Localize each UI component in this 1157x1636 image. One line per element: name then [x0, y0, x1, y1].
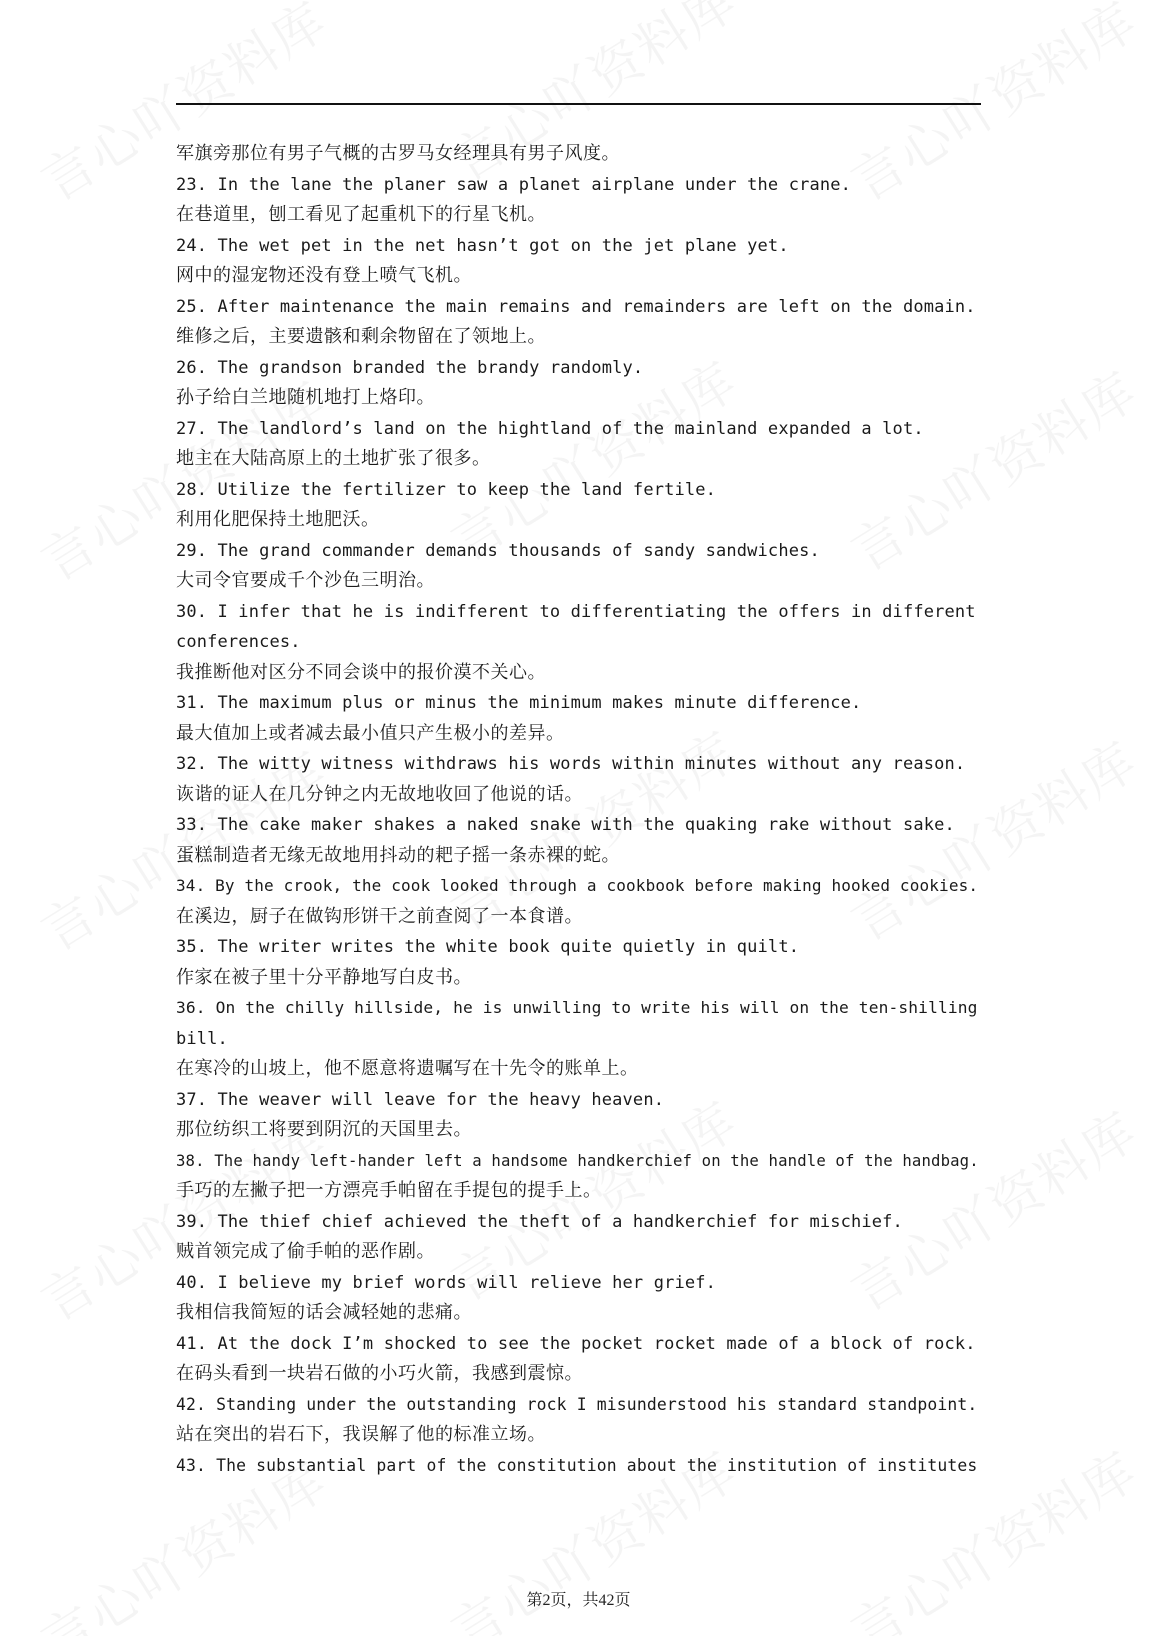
- chinese-translation-line: 在溪边，厨子在做钩形饼干之前查阅了一本食谱。: [176, 905, 583, 927]
- chinese-translation-line: 站在突出的岩石下，我误解了他的标准立场。: [176, 1424, 546, 1445]
- english-sentence-line: 30. I infer that he is indifferent to differentiating the offers in different: [176, 601, 976, 622]
- english-sentence-line: conferences.: [176, 632, 301, 652]
- english-sentence-line: 29. The grand commander demands thousands of sandy sandwiches.: [176, 540, 820, 561]
- chinese-translation-line: 诙谐的证人在几分钟之内无故地收回了他说的话。: [176, 783, 583, 805]
- chinese-translation-line: 作家在被子里十分平静地写白皮书。: [176, 966, 472, 988]
- chinese-translation-line: 地主在大陆高原上的土地扩张了很多。: [176, 448, 491, 469]
- chinese-translation-line: 在寒冷的山坡上，他不愿意将遗嘱写在十先令的账单上。: [176, 1058, 639, 1079]
- english-sentence-line: 40. I believe my brief words will relieve her grief.: [176, 1272, 717, 1293]
- english-sentence-line: 37. The weaver will leave for the heavy heaven.: [176, 1089, 665, 1110]
- chinese-translation-line: 在码头看到一块岩石做的小巧火箭，我感到震惊。: [176, 1363, 583, 1384]
- english-sentence-line: bill.: [176, 1028, 228, 1049]
- chinese-translation-line: 那位纺织工将要到阴沉的天国里去。: [176, 1119, 472, 1140]
- chinese-translation-line: 最大值加上或者减去最小值只产生极小的差异。: [176, 722, 565, 744]
- english-sentence-line: 43. The substantial part of the constitution about the institution of institutes: [176, 1455, 978, 1475]
- chinese-translation-line: 贼首领完成了偷手帕的恶作剧。: [176, 1241, 435, 1262]
- chinese-translation-line: 手巧的左撇子把一方漂亮手帕留在手提包的提手上。: [176, 1180, 602, 1201]
- english-sentence-line: 34. By the crook, the cook looked through a cookbook before making hooked cookies.: [176, 876, 979, 895]
- english-sentence-line: 36. On the chilly hillside, he is unwilling to write his will on the ten-shilling: [176, 998, 978, 1017]
- chinese-translation-line: 大司令官要成千个沙色三明治。: [176, 570, 435, 591]
- english-sentence-line: 31. The maximum plus or minus the minimum makes minute difference.: [176, 693, 862, 713]
- chinese-translation-line: 蛋糕制造者无缘无故地用抖动的耙子摇一条赤裸的蛇。: [176, 844, 620, 866]
- chinese-translation-line: 维修之后，主要遗骸和剩余物留在了领地上。: [176, 326, 546, 347]
- chinese-translation-line: 孙子给白兰地随机地打上烙印。: [176, 387, 435, 408]
- english-sentence-line: 23. In the lane the planer saw a planet airplane under the crane.: [176, 174, 852, 195]
- english-sentence-line: 35. The writer writes the white book quite quietly in quilt.: [176, 937, 800, 957]
- english-sentence-line: 33. The cake maker shakes a naked snake with the quaking rake without sake.: [176, 815, 955, 835]
- english-sentence-line: 26. The grandson branded the brandy randomly.: [176, 357, 644, 378]
- chinese-translation-line: 军旗旁那位有男子气概的古罗马女经理具有男子风度。: [176, 143, 620, 164]
- header-rule: [176, 103, 981, 105]
- english-sentence-line: 32. The witty witness withdraws his words within minutes without any reason.: [176, 754, 966, 774]
- chinese-translation-line: 我相信我简短的话会减轻她的悲痛。: [176, 1302, 472, 1323]
- english-sentence-line: 27. The landlord’s land on the hightland of the mainland expanded a lot.: [176, 418, 924, 439]
- english-sentence-line: 39. The thief chief achieved the theft of a handkerchief for mischief.: [176, 1211, 903, 1232]
- english-sentence-line: 38. The handy left-hander left a handsome handkerchief on the handle of the handbag.: [176, 1150, 979, 1170]
- chinese-translation-line: 利用化肥保持土地肥沃。: [176, 509, 380, 530]
- english-sentence-line: 41. At the dock I’m shocked to see the pocket rocket made of a block of rock.: [176, 1333, 976, 1354]
- page-footer: 第2页，共42页: [526, 1592, 631, 1609]
- english-sentence-line: 25. After maintenance the main remains and remainders are left on the domain.: [176, 296, 976, 317]
- english-sentence-line: 28. Utilize the fertilizer to keep the land fertile.: [176, 479, 717, 500]
- english-sentence-line: 24. The wet pet in the net hasn’t got on the jet plane yet.: [176, 235, 789, 256]
- chinese-translation-line: 网中的湿宠物还没有登上喷气飞机。: [176, 265, 472, 286]
- document-body: [176, 139, 986, 1481]
- chinese-translation-line: 我推断他对区分不同会谈中的报价漠不关心。: [176, 661, 546, 683]
- english-sentence-line: 42. Standing under the outstanding rock I misunderstood his standard standpoint.: [176, 1394, 978, 1414]
- chinese-translation-line: 在巷道里，刨工看见了起重机下的行星飞机。: [176, 204, 546, 225]
